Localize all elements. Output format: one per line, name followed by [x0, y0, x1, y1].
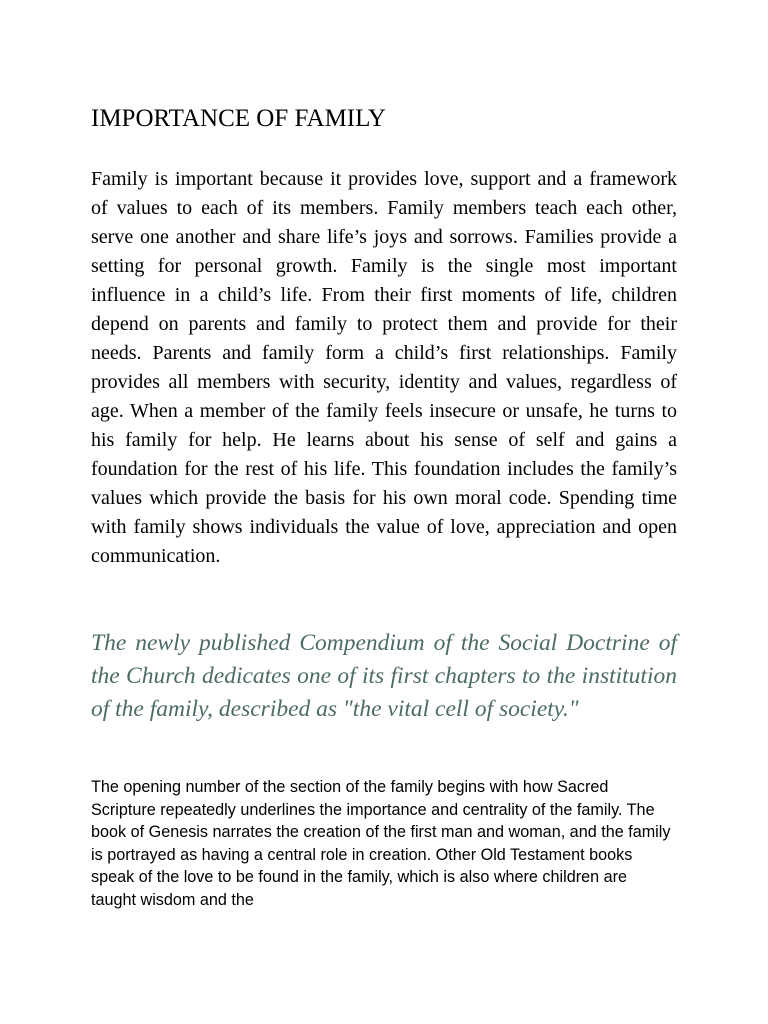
document-title: IMPORTANCE OF FAMILY	[91, 105, 386, 132]
quote-paragraph: The newly published Compendium of the Social Doctrine of the Church dedicates one of its first chapters to the institution of the family, described as "the vital cell of society."	[91, 630, 677, 722]
closing-paragraph: The opening number of the section of the family begins with how Sacred Scripture repeatedly underlines the importance and centrality of the family. The book of Genesis narrates the creation of the first man and woman, and the family is portrayed as having a central role in creation. Other Old Testament books speak of the love to be found in the family, which is also where children are taught wisdom and the	[91, 778, 671, 909]
intro-paragraph: Family is important because it provides love, support and a framework of values to each of its members. Family members teach each other, serve one another and share life’s joys and sorrows. Families provide a setting for personal growth. Family is the single most important influence in a child’s life. From their first moments of life, children depend on parents and family to protect them and provide for their needs. Parents and family form a child’s first relationships. Family provides all members with security, identity and values, regardless of age. When a member of the family feels insecure or unsafe, he turns to his family for help. He learns about his sense of self and gains a foundation for the rest of his life. This foundation includes the family’s values which provide the basis for his own moral code. Spending time with family shows individuals the value of love, appreciation and open communication.	[91, 168, 677, 567]
